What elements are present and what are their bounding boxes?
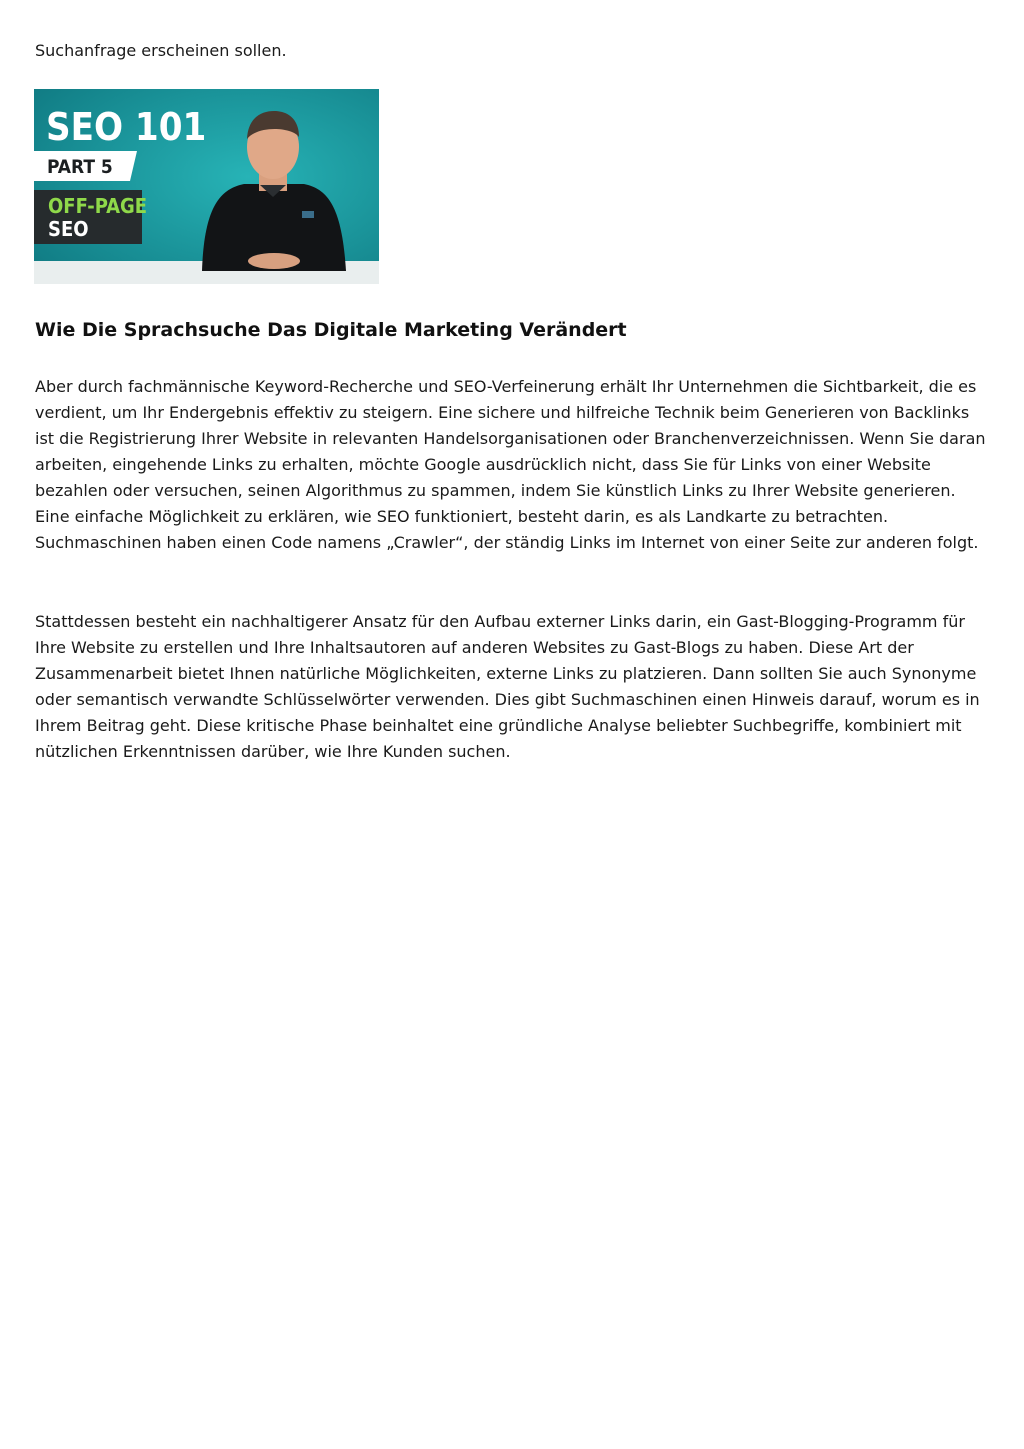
video-thumbnail[interactable] xyxy=(34,89,379,284)
thumbnail-graphic xyxy=(34,89,379,284)
intro-line: Suchanfrage erscheinen sollen. xyxy=(35,41,287,60)
paragraph: Aber durch fachmännische Keyword-Recherche und SEO-Verfeinerung erhält Ihr Unternehmen die Sichtbarkeit, die es verdient, um Ihr Endergebnis effektiv zu steigern. Eine sichere und hilfreiche Technik beim Generieren von Backlinks ist die Registrierung Ihrer Website in relevanten Handelsorganisationen oder Branchenverzeichnissen. Wenn Sie daran arbeiten, eingehende Links zu erhalten, möchte Google ausdrücklich nicht, dass Sie für Links von einer Website bezahlen oder versuchen, seinen Algorithmus zu spammen, indem Sie künstlich Links zu Ihrer Website generieren. Eine einfache Möglichkeit zu erklären, wie SEO funktioniert, besteht darin, es als Landkarte zu betrachten. Suchmaschinen haben einen Code namens „Crawler“, der ständig Links im Internet von einer Seite zur anderen folgt. xyxy=(35,377,986,552)
section-heading: Wie Die Sprachsuche Das Digitale Marketing Verändert xyxy=(35,319,627,341)
thumbnail-part: PART 5 xyxy=(47,156,113,178)
thumbnail-title: SEO 101 xyxy=(46,105,207,149)
paragraph: Stattdessen besteht ein nachhaltigerer Ansatz für den Aufbau externer Links darin, ein Gast-Blogging-Programm für Ihre Website zu erstellen und Ihre Inhaltsautoren auf anderen Websites zu Gast-Blogs zu haben. Diese Art der Zusammenarbeit bietet Ihnen natürliche Möglichkeiten, externe Links zu platzieren. Dann sollten Sie auch Synonyme oder semantisch verwandte Schlüsselwörter verwenden. Dies gibt Suchmaschinen einen Hinweis darauf, worum es in Ihrem Beitrag geht. Diese kritische Phase beinhaltet eine gründliche Analyse beliebter Suchbegriffe, kombiniert mit nützlichen Erkenntnissen darüber, wie Ihre Kunden suchen. xyxy=(35,612,980,761)
thumbnail-topic-line1: OFF-PAGE xyxy=(48,194,148,218)
thumbnail-topic-line2: SEO xyxy=(48,217,89,241)
